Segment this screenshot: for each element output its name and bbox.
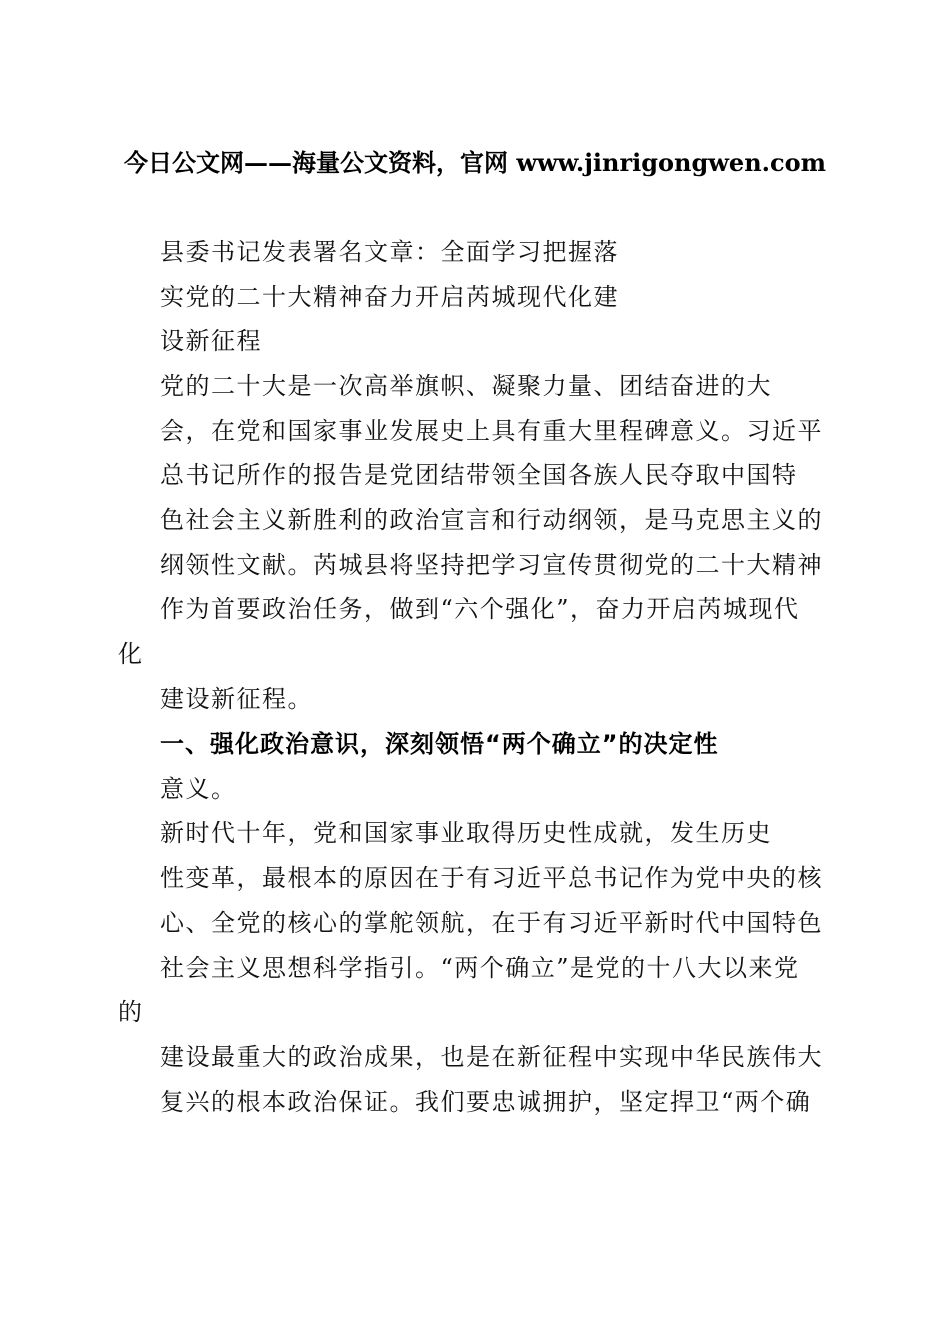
paragraph2-line-3: 心、全党的核心的掌舵领航，在于有习近平新时代中国特色 [160, 909, 823, 937]
site-header: 今日公文网——海量公文资料，官网 www.jinrigongwen.com [123, 148, 827, 177]
paragraph1-line-6: 作为首要政治任务，做到“六个强化”，奋力开启芮城现代 [160, 595, 800, 623]
paragraph1-line-8: 建设新征程。 [160, 685, 313, 713]
paragraph2-line-7: 复兴的根本政治保证。我们要忠诚拥护，坚定捍卫“两个确 [160, 1088, 812, 1116]
paragraph2-line-4: 社会主义思想科学指引。“两个确立”是党的十八大以来党 [160, 954, 800, 982]
paragraph1-line-7: 化 [118, 640, 144, 668]
paragraph1-line-3: 总书记所作的报告是党团结带领全国各族人民夺取中国特 [160, 461, 798, 489]
paragraph1-line-4: 色社会主义新胜利的政治宣言和行动纲领，是马克思主义的 [160, 506, 823, 534]
title-line-2: 实党的二十大精神奋力开启芮城现代化建 [160, 283, 619, 311]
paragraph2-line-6: 建设最重大的政治成果，也是在新征程中实现中华民族伟大 [160, 1043, 823, 1071]
section1-heading-cont: 意义。 [160, 775, 237, 803]
title-line-1: 县委书记发表署名文章：全面学习把握落 [160, 238, 619, 266]
paragraph2-line-2: 性变革，最根本的原因在于有习近平总书记作为党中央的核 [160, 864, 823, 892]
paragraph1-line-1: 党的二十大是一次高举旗帜、凝聚力量、团结奋进的大 [160, 372, 772, 400]
paragraph2-line-5: 的 [118, 998, 144, 1026]
paragraph1-line-2: 会，在党和国家事业发展史上具有重大里程碑意义。习近平 [160, 417, 823, 445]
section1-heading: 一、强化政治意识，深刻领悟“两个确立”的决定性 [160, 730, 719, 758]
paragraph1-line-5: 纲领性文献。芮城县将坚持把学习宣传贯彻党的二十大精神 [160, 551, 823, 579]
title-line-3: 设新征程 [160, 327, 262, 355]
paragraph2-line-1: 新时代十年，党和国家事业取得历史性成就，发生历史 [160, 819, 772, 847]
